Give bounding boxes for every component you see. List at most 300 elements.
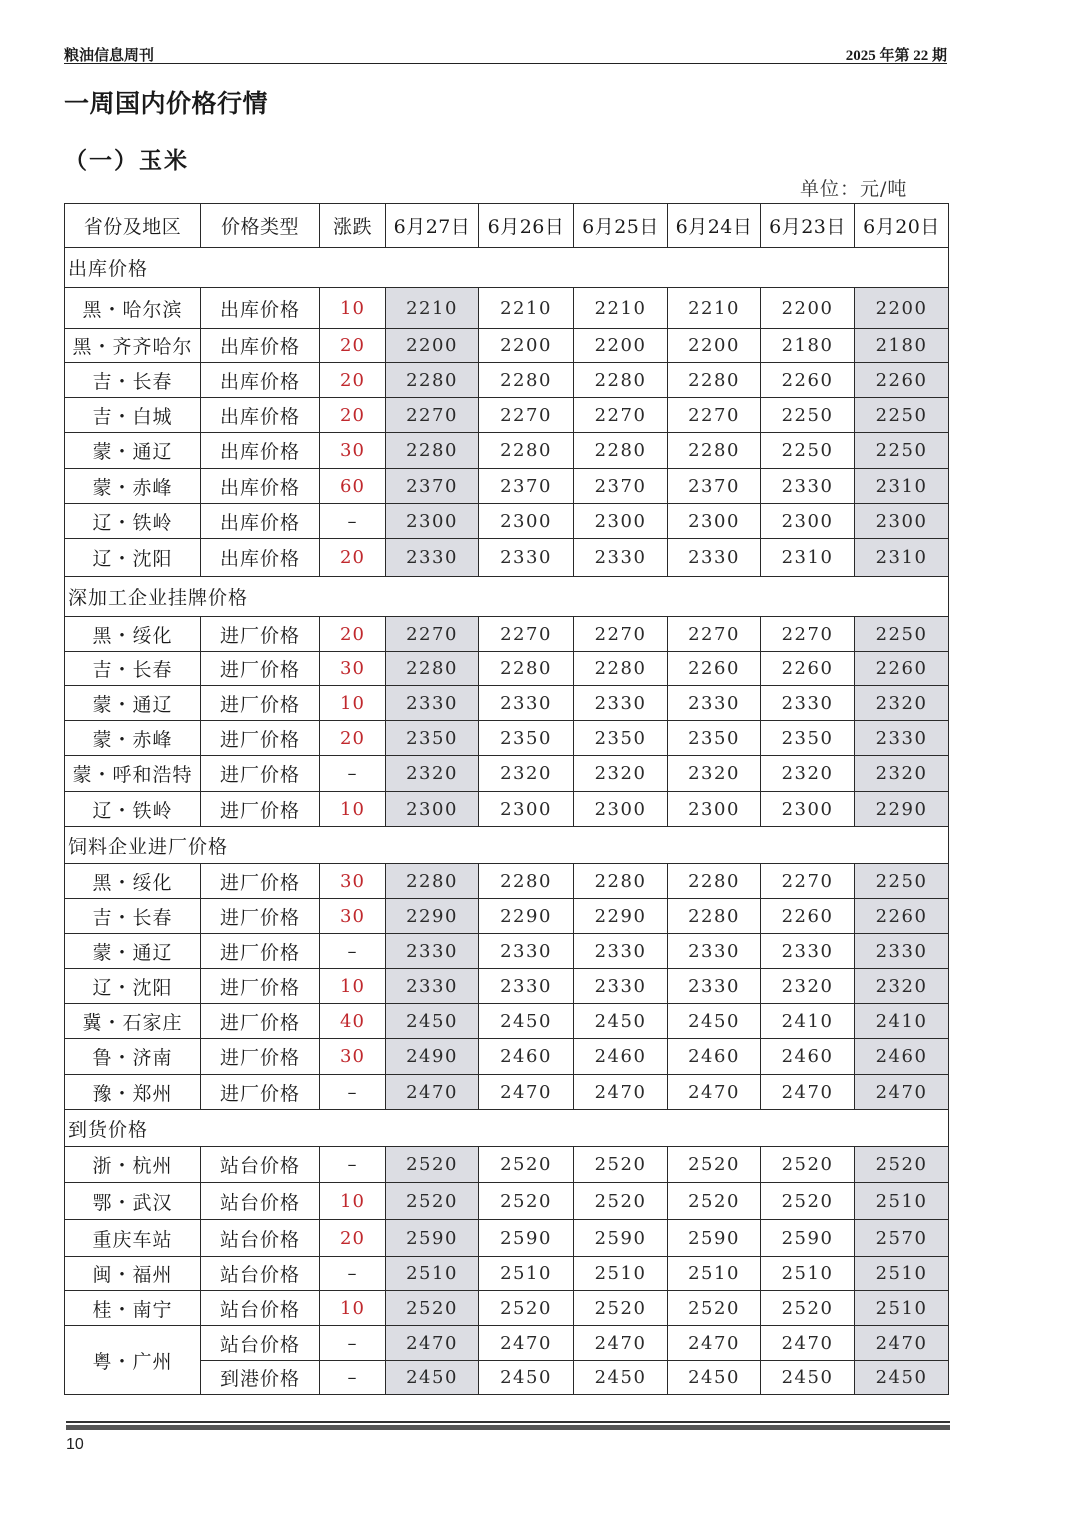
price-cell: 2470 xyxy=(855,1326,949,1361)
price-cell: 2310 xyxy=(761,539,855,577)
region-cell: 黑・齐齐哈尔 xyxy=(65,329,201,363)
change-cell: 30 xyxy=(320,864,386,899)
price-type-cell: 进厂价格 xyxy=(201,756,320,792)
price-cell: 2520 xyxy=(574,1147,668,1183)
price-cell: 2520 xyxy=(761,1183,855,1220)
change-cell: – xyxy=(320,1147,386,1183)
category-label: 出库价格 xyxy=(65,248,949,288)
category-row xyxy=(65,827,949,864)
issue-number: 2025 年第 22 期 xyxy=(845,48,947,64)
region-cell: 吉・长春 xyxy=(65,652,201,686)
change-cell: 10 xyxy=(320,792,386,827)
price-cell: 2510 xyxy=(386,1257,479,1291)
column-header: 省份及地区 xyxy=(65,204,201,248)
price-cell: 2210 xyxy=(479,288,574,329)
price-cell: 2470 xyxy=(386,1075,479,1110)
region-cell: 辽・铁岭 xyxy=(65,792,201,827)
price-cell: 2520 xyxy=(761,1291,855,1326)
price-cell: 2520 xyxy=(668,1147,761,1183)
table-row xyxy=(65,539,949,577)
price-cell: 2300 xyxy=(479,504,574,539)
price-cell: 2250 xyxy=(855,433,949,469)
price-cell: 2290 xyxy=(855,792,949,827)
price-cell: 2280 xyxy=(386,652,479,686)
price-type-cell: 站台价格 xyxy=(201,1183,320,1220)
price-cell: 2520 xyxy=(479,1147,574,1183)
price-cell: 2520 xyxy=(386,1183,479,1220)
region-cell: 蒙・呼和浩特 xyxy=(65,756,201,792)
price-cell: 2330 xyxy=(668,686,761,721)
price-cell: 2300 xyxy=(386,792,479,827)
price-cell: 2330 xyxy=(574,539,668,577)
price-cell: 2210 xyxy=(574,288,668,329)
price-cell: 2280 xyxy=(668,864,761,899)
column-header: 6月20日 xyxy=(855,204,949,248)
region-cell: 吉・白城 xyxy=(65,398,201,433)
price-cell: 2460 xyxy=(761,1039,855,1075)
price-cell: 2590 xyxy=(574,1220,668,1257)
price-cell: 2330 xyxy=(479,969,574,1004)
price-table xyxy=(64,203,949,1395)
price-cell: 2300 xyxy=(855,504,949,539)
price-cell: 2330 xyxy=(386,934,479,969)
price-cell: 2270 xyxy=(386,617,479,652)
region-cell: 闽・福州 xyxy=(65,1257,201,1291)
table-row xyxy=(65,1147,949,1183)
price-cell: 2470 xyxy=(574,1326,668,1361)
change-cell: 10 xyxy=(320,686,386,721)
category-row xyxy=(65,577,949,617)
price-cell: 2300 xyxy=(386,504,479,539)
sub-title: （一）玉米 xyxy=(64,148,189,174)
change-cell: 10 xyxy=(320,288,386,329)
table-row xyxy=(65,864,949,899)
table-header-row xyxy=(65,204,949,248)
price-cell: 2450 xyxy=(855,1361,949,1395)
price-cell: 2510 xyxy=(855,1257,949,1291)
change-cell: 20 xyxy=(320,398,386,433)
price-cell: 2450 xyxy=(386,1004,479,1039)
table-row xyxy=(65,288,949,329)
price-cell: 2280 xyxy=(479,363,574,398)
price-cell: 2270 xyxy=(479,398,574,433)
price-cell: 2250 xyxy=(855,617,949,652)
price-cell: 2270 xyxy=(574,617,668,652)
table-row xyxy=(65,1257,949,1291)
price-type-cell: 进厂价格 xyxy=(201,1004,320,1039)
price-cell: 2330 xyxy=(855,721,949,756)
section-title: 一周国内价格行情 xyxy=(64,89,269,118)
region-cell: 蒙・通辽 xyxy=(65,934,201,969)
price-cell: 2470 xyxy=(761,1075,855,1110)
price-type-cell: 到港价格 xyxy=(201,1361,320,1395)
price-type-cell: 出库价格 xyxy=(201,288,320,329)
price-cell: 2320 xyxy=(855,756,949,792)
price-cell: 2590 xyxy=(386,1220,479,1257)
table-row xyxy=(65,756,949,792)
table-row xyxy=(65,363,949,398)
price-cell: 2270 xyxy=(761,864,855,899)
price-cell: 2320 xyxy=(386,756,479,792)
region-cell: 蒙・赤峰 xyxy=(65,721,201,756)
price-cell: 2280 xyxy=(386,433,479,469)
price-cell: 2330 xyxy=(761,934,855,969)
price-cell: 2330 xyxy=(574,934,668,969)
price-cell: 2260 xyxy=(855,899,949,934)
table-row xyxy=(65,329,949,363)
change-cell: 10 xyxy=(320,1183,386,1220)
price-cell: 2590 xyxy=(761,1220,855,1257)
price-cell: 2350 xyxy=(761,721,855,756)
price-cell: 2520 xyxy=(479,1291,574,1326)
column-header: 6月26日 xyxy=(479,204,574,248)
region-cell: 辽・沈阳 xyxy=(65,539,201,577)
price-cell: 2330 xyxy=(479,539,574,577)
price-cell: 2510 xyxy=(855,1291,949,1326)
price-cell: 2320 xyxy=(574,756,668,792)
price-cell: 2450 xyxy=(761,1361,855,1395)
change-cell: 20 xyxy=(320,1220,386,1257)
price-cell: 2320 xyxy=(855,969,949,1004)
price-cell: 2520 xyxy=(386,1291,479,1326)
price-cell: 2330 xyxy=(761,469,855,504)
table-row xyxy=(65,686,949,721)
price-type-cell: 站台价格 xyxy=(201,1257,320,1291)
table-row xyxy=(65,1039,949,1075)
price-cell: 2460 xyxy=(479,1039,574,1075)
price-cell: 2200 xyxy=(574,329,668,363)
change-cell: 10 xyxy=(320,1291,386,1326)
price-cell: 2260 xyxy=(855,363,949,398)
price-cell: 2180 xyxy=(855,329,949,363)
price-type-cell: 站台价格 xyxy=(201,1220,320,1257)
price-cell: 2300 xyxy=(668,504,761,539)
table-row xyxy=(65,969,949,1004)
price-cell: 2330 xyxy=(574,969,668,1004)
change-cell: – xyxy=(320,934,386,969)
price-cell: 2270 xyxy=(668,398,761,433)
price-cell: 2280 xyxy=(668,363,761,398)
price-cell: 2520 xyxy=(386,1147,479,1183)
price-cell: 2300 xyxy=(479,792,574,827)
price-type-cell: 站台价格 xyxy=(201,1147,320,1183)
region-cell: 重庆车站 xyxy=(65,1220,201,1257)
price-cell: 2250 xyxy=(855,398,949,433)
price-type-cell: 进厂价格 xyxy=(201,969,320,1004)
price-cell: 2460 xyxy=(855,1039,949,1075)
change-cell: 20 xyxy=(320,617,386,652)
price-cell: 2350 xyxy=(668,721,761,756)
price-cell: 2270 xyxy=(761,617,855,652)
table-row xyxy=(65,652,949,686)
column-header: 6月27日 xyxy=(386,204,479,248)
price-cell: 2300 xyxy=(761,504,855,539)
price-cell: 2200 xyxy=(668,329,761,363)
price-cell: 2350 xyxy=(479,721,574,756)
region-cell: 吉・长春 xyxy=(65,363,201,398)
change-cell: 60 xyxy=(320,469,386,504)
region-cell: 豫・郑州 xyxy=(65,1075,201,1110)
footer-rule xyxy=(66,1421,950,1423)
price-type-cell: 进厂价格 xyxy=(201,934,320,969)
category-row xyxy=(65,1110,949,1147)
category-label: 到货价格 xyxy=(65,1110,949,1147)
table-row xyxy=(65,617,949,652)
price-cell: 2410 xyxy=(761,1004,855,1039)
region-cell: 桂・南宁 xyxy=(65,1291,201,1326)
price-cell: 2370 xyxy=(386,469,479,504)
price-cell: 2590 xyxy=(479,1220,574,1257)
price-cell: 2350 xyxy=(386,721,479,756)
price-cell: 2450 xyxy=(386,1361,479,1395)
change-cell: 30 xyxy=(320,1039,386,1075)
region-cell: 浙・杭州 xyxy=(65,1147,201,1183)
region-cell: 鲁・济南 xyxy=(65,1039,201,1075)
price-cell: 2470 xyxy=(479,1326,574,1361)
table-row xyxy=(65,433,949,469)
price-cell: 2370 xyxy=(479,469,574,504)
price-cell: 2450 xyxy=(574,1361,668,1395)
price-cell: 2450 xyxy=(479,1361,574,1395)
price-cell: 2250 xyxy=(761,398,855,433)
page-number: 10 xyxy=(66,1436,84,1453)
price-cell: 2280 xyxy=(479,864,574,899)
region-cell: 辽・沈阳 xyxy=(65,969,201,1004)
price-cell: 2520 xyxy=(479,1183,574,1220)
price-cell: 2510 xyxy=(668,1257,761,1291)
price-cell: 2210 xyxy=(668,288,761,329)
region-cell: 蒙・通辽 xyxy=(65,686,201,721)
price-cell: 2460 xyxy=(668,1039,761,1075)
price-cell: 2280 xyxy=(574,864,668,899)
price-cell: 2330 xyxy=(479,686,574,721)
price-cell: 2410 xyxy=(855,1004,949,1039)
price-cell: 2250 xyxy=(761,433,855,469)
price-cell: 2300 xyxy=(574,504,668,539)
price-type-cell: 出库价格 xyxy=(201,363,320,398)
price-cell: 2510 xyxy=(855,1183,949,1220)
price-cell: 2200 xyxy=(479,329,574,363)
column-header: 6月23日 xyxy=(761,204,855,248)
price-cell: 2280 xyxy=(386,363,479,398)
category-label: 深加工企业挂牌价格 xyxy=(65,577,949,617)
price-type-cell: 进厂价格 xyxy=(201,1075,320,1110)
price-type-cell: 站台价格 xyxy=(201,1326,320,1361)
price-cell: 2270 xyxy=(479,617,574,652)
price-type-cell: 进厂价格 xyxy=(201,864,320,899)
unit-label: 单位：元/吨 xyxy=(800,178,908,200)
price-cell: 2280 xyxy=(574,652,668,686)
price-cell: 2330 xyxy=(761,686,855,721)
price-cell: 2270 xyxy=(574,398,668,433)
table-row xyxy=(65,934,949,969)
price-cell: 2330 xyxy=(479,934,574,969)
price-cell: 2370 xyxy=(668,469,761,504)
table-row xyxy=(65,1004,949,1039)
price-cell: 2290 xyxy=(479,899,574,934)
region-cell: 粤・广州 xyxy=(65,1326,201,1395)
table-row xyxy=(65,1183,949,1220)
change-cell: 20 xyxy=(320,363,386,398)
price-cell: 2520 xyxy=(855,1147,949,1183)
price-cell: 2280 xyxy=(668,433,761,469)
change-cell: 30 xyxy=(320,652,386,686)
price-type-cell: 进厂价格 xyxy=(201,899,320,934)
price-cell: 2290 xyxy=(574,899,668,934)
price-type-cell: 进厂价格 xyxy=(201,721,320,756)
change-cell: – xyxy=(320,1326,386,1361)
price-cell: 2470 xyxy=(761,1326,855,1361)
price-cell: 2310 xyxy=(855,469,949,504)
price-cell: 2330 xyxy=(386,686,479,721)
price-cell: 2270 xyxy=(668,617,761,652)
price-type-cell: 进厂价格 xyxy=(201,652,320,686)
price-type-cell: 出库价格 xyxy=(201,329,320,363)
publication-name: 粮油信息周刊 xyxy=(64,48,155,64)
change-cell: – xyxy=(320,1257,386,1291)
price-cell: 2180 xyxy=(761,329,855,363)
price-cell: 2330 xyxy=(668,934,761,969)
price-cell: 2460 xyxy=(574,1039,668,1075)
column-header: 涨跌 xyxy=(320,204,386,248)
price-cell: 2200 xyxy=(761,288,855,329)
change-cell: 20 xyxy=(320,539,386,577)
change-cell: 20 xyxy=(320,329,386,363)
price-type-cell: 站台价格 xyxy=(201,1291,320,1326)
price-cell: 2450 xyxy=(479,1004,574,1039)
table-row xyxy=(65,1220,949,1257)
table-row xyxy=(65,721,949,756)
price-type-cell: 进厂价格 xyxy=(201,617,320,652)
table-row xyxy=(65,792,949,827)
price-cell: 2260 xyxy=(761,363,855,398)
price-cell: 2280 xyxy=(479,652,574,686)
price-cell: 2320 xyxy=(761,969,855,1004)
table-row xyxy=(65,504,949,539)
price-cell: 2510 xyxy=(479,1257,574,1291)
price-cell: 2200 xyxy=(386,329,479,363)
change-cell: 30 xyxy=(320,433,386,469)
price-cell: 2320 xyxy=(479,756,574,792)
price-cell: 2520 xyxy=(574,1183,668,1220)
price-cell: 2300 xyxy=(761,792,855,827)
price-type-cell: 出库价格 xyxy=(201,469,320,504)
price-cell: 2210 xyxy=(386,288,479,329)
price-cell: 2510 xyxy=(761,1257,855,1291)
price-cell: 2490 xyxy=(386,1039,479,1075)
region-cell: 冀・石家庄 xyxy=(65,1004,201,1039)
price-type-cell: 出库价格 xyxy=(201,504,320,539)
change-cell: 20 xyxy=(320,721,386,756)
price-cell: 2310 xyxy=(855,539,949,577)
running-header xyxy=(64,44,947,64)
price-type-cell: 进厂价格 xyxy=(201,686,320,721)
price-cell: 2330 xyxy=(855,934,949,969)
price-cell: 2470 xyxy=(386,1326,479,1361)
region-cell: 黑・绥化 xyxy=(65,617,201,652)
price-cell: 2330 xyxy=(668,969,761,1004)
region-cell: 鄂・武汉 xyxy=(65,1183,201,1220)
price-cell: 2350 xyxy=(574,721,668,756)
price-cell: 2260 xyxy=(761,652,855,686)
price-type-cell: 出库价格 xyxy=(201,433,320,469)
region-cell: 黑・哈尔滨 xyxy=(65,288,201,329)
price-cell: 2470 xyxy=(668,1075,761,1110)
column-header: 6月25日 xyxy=(574,204,668,248)
change-cell: – xyxy=(320,504,386,539)
price-cell: 2280 xyxy=(386,864,479,899)
table-row xyxy=(65,1075,949,1110)
price-type-cell: 出库价格 xyxy=(201,398,320,433)
price-cell: 2280 xyxy=(479,433,574,469)
price-cell: 2370 xyxy=(574,469,668,504)
price-cell: 2260 xyxy=(855,652,949,686)
price-cell: 2330 xyxy=(574,686,668,721)
category-label: 饲料企业进厂价格 xyxy=(65,827,949,864)
price-cell: 2290 xyxy=(386,899,479,934)
region-cell: 吉・长春 xyxy=(65,899,201,934)
change-cell: 40 xyxy=(320,1004,386,1039)
column-header: 6月24日 xyxy=(668,204,761,248)
price-cell: 2300 xyxy=(574,792,668,827)
footer-rule-thick xyxy=(66,1425,950,1430)
table-row xyxy=(65,1326,949,1361)
region-cell: 蒙・赤峰 xyxy=(65,469,201,504)
price-cell: 2280 xyxy=(668,899,761,934)
price-cell: 2250 xyxy=(855,864,949,899)
price-cell: 2450 xyxy=(574,1004,668,1039)
price-cell: 2330 xyxy=(668,539,761,577)
price-cell: 2320 xyxy=(761,756,855,792)
change-cell: – xyxy=(320,1361,386,1395)
header-rule xyxy=(64,63,947,64)
price-type-cell: 进厂价格 xyxy=(201,792,320,827)
price-cell: 2570 xyxy=(855,1220,949,1257)
price-cell: 2300 xyxy=(668,792,761,827)
price-cell: 2520 xyxy=(668,1183,761,1220)
category-row xyxy=(65,248,949,288)
price-cell: 2590 xyxy=(668,1220,761,1257)
table-row xyxy=(65,899,949,934)
price-cell: 2330 xyxy=(386,539,479,577)
price-cell: 2330 xyxy=(386,969,479,1004)
price-type-cell: 出库价格 xyxy=(201,539,320,577)
price-cell: 2450 xyxy=(668,1361,761,1395)
price-cell: 2470 xyxy=(668,1326,761,1361)
price-cell: 2260 xyxy=(668,652,761,686)
price-cell: 2470 xyxy=(479,1075,574,1110)
region-cell: 蒙・通辽 xyxy=(65,433,201,469)
price-type-cell: 进厂价格 xyxy=(201,1039,320,1075)
change-cell: 30 xyxy=(320,899,386,934)
table-row xyxy=(65,469,949,504)
price-cell: 2270 xyxy=(386,398,479,433)
price-cell: 2520 xyxy=(668,1291,761,1326)
price-cell: 2280 xyxy=(574,433,668,469)
price-cell: 2520 xyxy=(574,1291,668,1326)
price-cell: 2260 xyxy=(761,899,855,934)
price-cell: 2450 xyxy=(668,1004,761,1039)
table-row xyxy=(65,398,949,433)
price-cell: 2280 xyxy=(574,363,668,398)
price-cell: 2320 xyxy=(855,686,949,721)
price-cell: 2320 xyxy=(668,756,761,792)
price-cell: 2470 xyxy=(574,1075,668,1110)
price-cell: 2520 xyxy=(761,1147,855,1183)
price-cell: 2470 xyxy=(855,1075,949,1110)
column-header: 价格类型 xyxy=(201,204,320,248)
region-cell: 黑・绥化 xyxy=(65,864,201,899)
